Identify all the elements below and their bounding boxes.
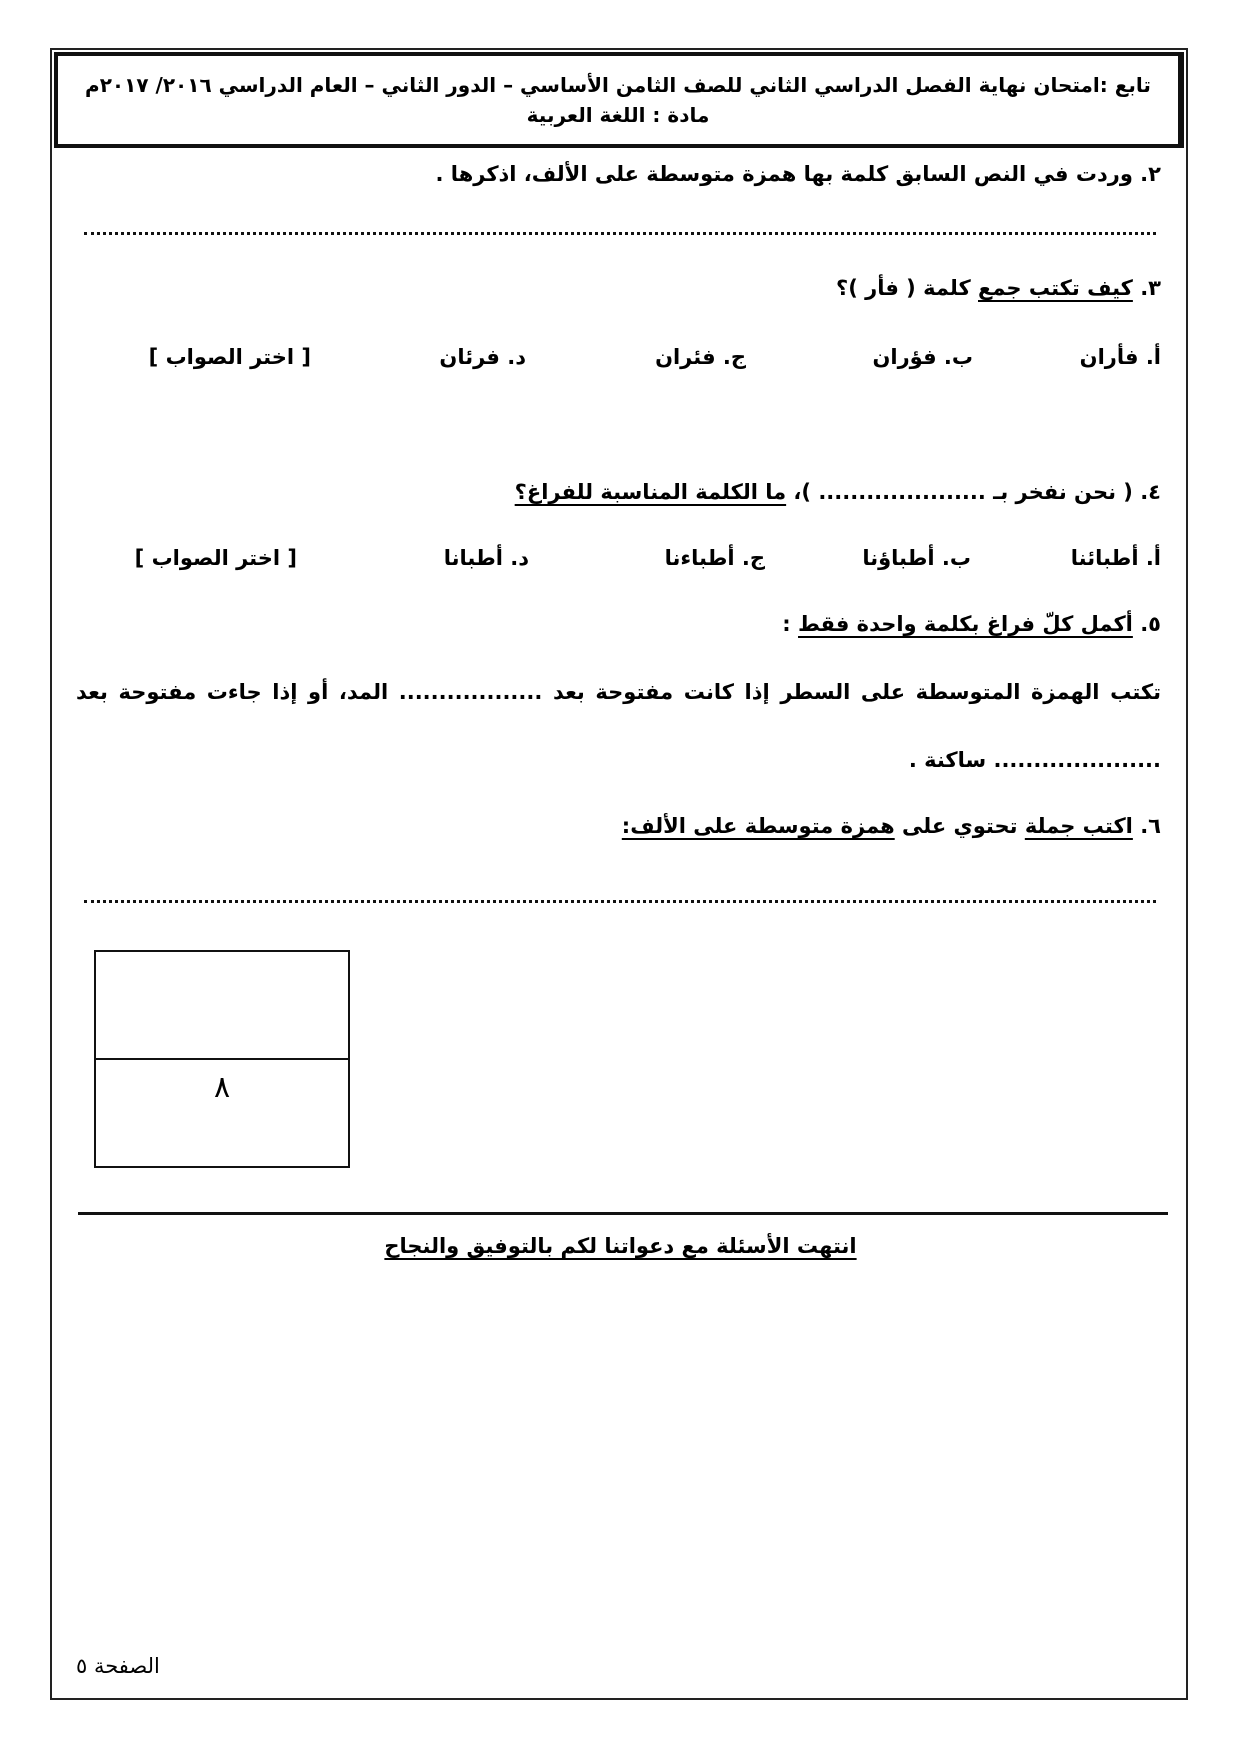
score-box-divider: [96, 1058, 348, 1060]
answer-line-q2[interactable]: [84, 232, 1156, 235]
question-6-middle: تحتوي على: [894, 814, 1025, 838]
closing-message: [0, 1234, 1241, 1258]
q4-option-c[interactable]: ج. أطباءنا: [664, 546, 765, 570]
q5-paragraph-line-2[interactable]: ..................... ساكنة .: [908, 748, 1161, 772]
question-6-underlined-1: اكتب جملة: [1024, 814, 1133, 838]
question-4: [515, 480, 1161, 504]
question-6-number: ٦.: [1140, 814, 1161, 838]
question-6: [622, 814, 1161, 838]
q3-option-a[interactable]: أ. فأران: [1079, 345, 1161, 369]
question-5-rest: :: [782, 612, 791, 636]
q4-option-b[interactable]: ب. أطباؤنا: [862, 546, 971, 570]
question-3: [836, 276, 1161, 300]
q3-instruction: [ اختر الصواب ]: [148, 345, 311, 369]
score-value: ٨: [213, 1070, 231, 1105]
q4-option-a[interactable]: أ. أطبائنا: [1070, 546, 1161, 570]
question-3-underlined: كيف تكتب جمع: [978, 276, 1133, 300]
question-5-number: ٥.: [1140, 612, 1161, 636]
score-box: [94, 950, 350, 1168]
page-number: الصفحة ٥: [76, 1654, 160, 1678]
question-2: ٢. وردت في النص السابق كلمة بها همزة متوسطة على الألف، اذكرها .: [435, 162, 1161, 186]
question-3-rest: كلمة ( فأر )؟: [836, 276, 971, 300]
subject-line: مادة : اللغة العربية: [526, 103, 710, 127]
answer-line-q6[interactable]: [84, 900, 1156, 903]
question-4-sentence: ( نحن نفخر بـ ..................... )،: [786, 480, 1133, 504]
question-4-number: ٤.: [1140, 480, 1161, 504]
question-4-underlined: ما الكلمة المناسبة للفراغ؟: [514, 480, 787, 504]
q3-option-c[interactable]: ج. فئران: [655, 345, 746, 369]
q3-option-b[interactable]: ب. فؤران: [872, 345, 973, 369]
question-3-number: ٣.: [1140, 276, 1161, 300]
question-5-underlined: أكمل كلّ فراغ بكلمة واحدة فقط: [798, 612, 1133, 636]
exam-title: تابع :امتحان نهاية الفصل الدراسي الثاني للصف الثامن الأساسي – الدور الثاني – العام الدراسي ٢٠١٦/ ٢٠١٧م: [85, 73, 1151, 97]
question-6-underlined-2: همزة متوسطة على الألف:: [621, 814, 895, 838]
exam-header: [54, 52, 1184, 148]
end-rule: [78, 1212, 1168, 1215]
q4-instruction: [ اختر الصواب ]: [134, 546, 297, 570]
q5-paragraph-line-1[interactable]: تكتب الهمزة المتوسطة على السطر إذا كانت مفتوحة بعد .................. المد، أو إذا جاءت مفتوحة بعد: [76, 680, 1161, 704]
question-5: [782, 612, 1161, 636]
closing-text: انتهت الأسئلة مع دعواتنا لكم بالتوفيق والنجاح: [384, 1234, 857, 1258]
q3-option-d[interactable]: د. فرئان: [439, 345, 526, 369]
q4-option-d[interactable]: د. أطبانا: [443, 546, 529, 570]
